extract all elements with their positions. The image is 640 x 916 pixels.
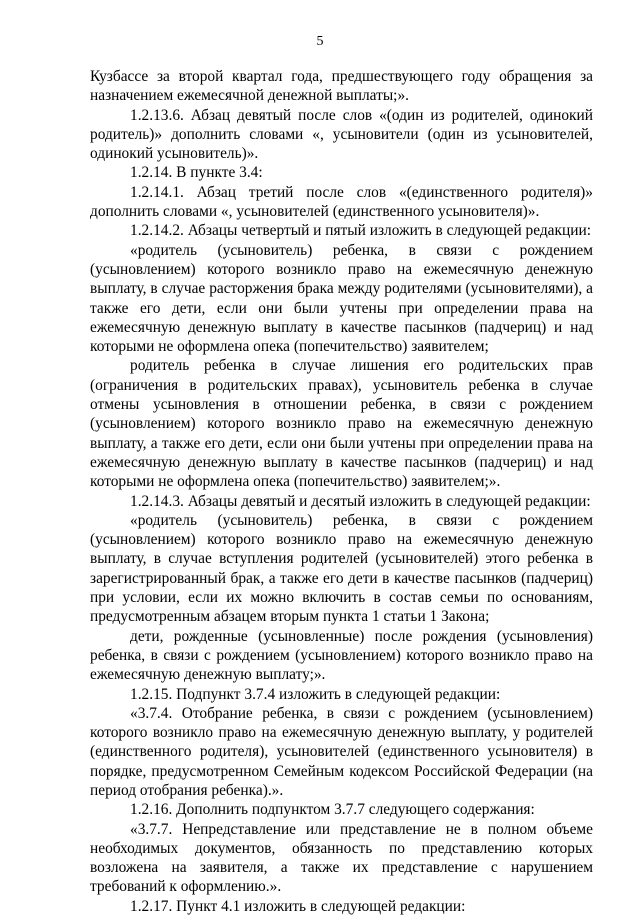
paragraph: 1.2.14.3. Абзацы девятый и десятый изложить в следующей редакции: [130, 492, 591, 510]
paragraph: 1.2.13.6. Абзац девятый после слов «(один из родителей, одинокий родитель)» дополнить словами «, усыновители (один из усыновителей, одинокий усыновитель)». [90, 106, 593, 163]
paragraph: дети, рожденные (усыновленные) после рождения (усыновления) ребенка, в связи с рождением (усыновлением) которого возникло право на ежемесячную денежную выплату;». [90, 627, 593, 684]
paragraph: 1.2.14. В пункте 3.4: [130, 164, 263, 182]
paragraph: 1.2.15. Подпункт 3.7.4 изложить в следующей редакции: [130, 685, 501, 703]
paragraph: Кузбассе за второй квартал года, предшествующего году обращения за назначением ежемесячной денежной выплаты;». [90, 68, 593, 105]
paragraph: 1.2.14.2. Абзацы четвертый и пятый изложить в следующей редакции: [130, 222, 591, 240]
paragraph: 1.2.17. Пункт 4.1 изложить в следующей редакции: [130, 897, 466, 915]
document-body [90, 67, 593, 916]
paragraph: 1.2.16. Дополнить подпунктом 3.7.7 следующего содержания: [130, 801, 535, 819]
paragraph: «родитель (усыновитель) ребенка, в связи с рождением (усыновлением) которого возникло право на ежемесячную денежную выплату, в случае расторжения брака между родителями (усыновителями), а также его дети, если они были учтены при определении права на ежемесячную денежную выплату в качестве пасынков (падчериц) и над которыми не оформлена опека (попечительство) заявителем; [90, 241, 593, 356]
page-number: 5 [316, 34, 324, 49]
paragraph: «родитель (усыновитель) ребенка, в связи с рождением (усыновлением) которого возникло право на ежемесячную денежную выплату, в случае вступления родителей (усыновителей) этого ребенка в зарегистрированный брак, а также его дети в качестве пасынков (падчериц) при условии, если их можно включить в состав семьи по основаниям, предусмотренным абзацем вторым пункта 1 статьи 1 Закона; [90, 511, 593, 626]
paragraph: «3.7.7. Непредставление или представление не в полном объеме необходимых документов, обязанность по представлению которых возложена на заявителя, а также их представление с нарушением требований к оформлению.». [90, 820, 593, 896]
paragraph: 1.2.14.1. Абзац третий после слов «(единственного родителя)» дополнить словами «, усыновителей (единственного усыновителя)». [90, 183, 593, 221]
paragraph: «3.7.4. Отобрание ребенка, в связи с рождением (усыновлением) которого возникло право на ежемесячную денежную выплату, у родителей (единственного родителя), усыновителей (единственного усыновителя) в порядке, предусмотренном Семейным кодексом Российской Федерации (на период отобрания ребенка).». [90, 704, 593, 799]
paragraph: родитель ребенка в случае лишения его родительских прав (ограничения в родительских правах), усыновитель ребенка в случае отмены усыновления в отношении ребенка, в связи с рождением (усыновлением) которого возникло право на ежемесячную денежную выплату, а также его дети, если они были учтены при определении права на ежемесячную денежную выплату в качестве пасынков (падчериц) и над которыми не оформлена опека (попечительство) заявителем;». [90, 357, 593, 491]
